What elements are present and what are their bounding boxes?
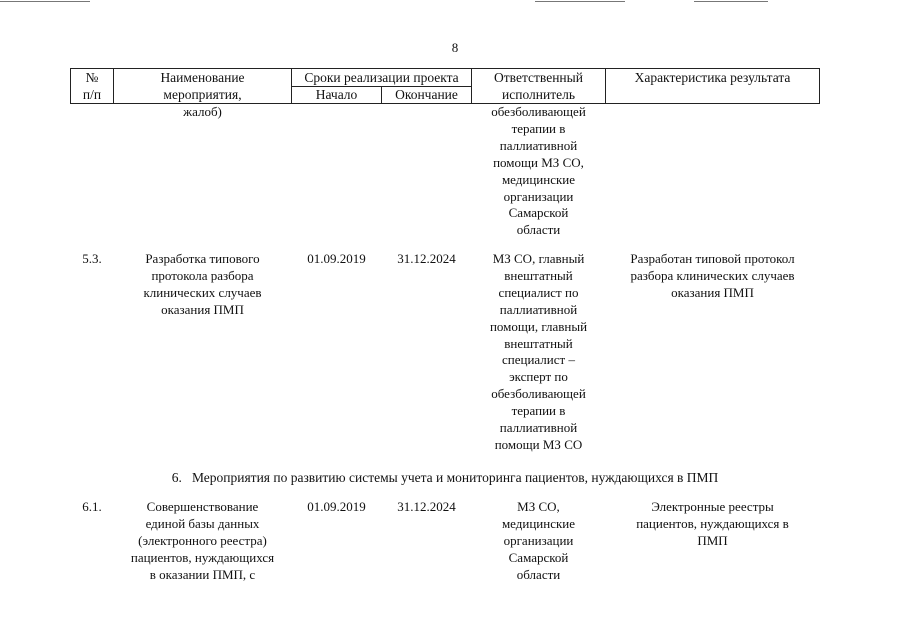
row-start-date: 01.09.2019: [307, 499, 366, 514]
page-number: 8: [451, 40, 459, 55]
scan-artifact: [535, 1, 625, 2]
header-end: Окончание: [395, 87, 458, 102]
row-number: 6.1.: [82, 499, 102, 514]
row-number: 5.3.: [82, 251, 102, 266]
row-result: Электронные реестры пациентов, нуждающихся в ПМП: [636, 499, 789, 548]
scan-artifact: [694, 1, 768, 2]
continuation-name: жалоб): [183, 104, 222, 119]
row-responsible: МЗ СО, главный внештатный специалист по паллиативной помощи, главный внештатный специалист – эксперт по обезболивающей терапии в паллиативной помощи МЗ СО: [489, 251, 588, 452]
row-name: Разработка типового протокола разбора клинических случаев оказания ПМП: [143, 251, 262, 317]
header-name: Наименование: [160, 70, 245, 85]
row-end-date: 31.12.2024: [397, 499, 456, 514]
continuation-responsible: обезболивающей терапии в паллиативной помощи МЗ СО, медицинские организации Самарской области: [491, 104, 586, 238]
row-name: Совершенствование единой базы данных (электронного реестра) пациентов, нуждающихся в оказании ПМП, с: [130, 499, 275, 582]
row-result: Разработан типовой протокол разбора клинических случаев оказания ПМП: [630, 251, 795, 300]
row-start-date: 01.09.2019: [307, 251, 366, 266]
row-end-date: 31.12.2024: [397, 251, 456, 266]
header-start: Начало: [315, 87, 358, 102]
header-name-sub: мероприятия,: [163, 87, 242, 102]
section-heading: 6. Мероприятия по развитию системы учета и мониторинга пациентов, нуждающихся в ПМП: [171, 470, 719, 485]
header-responsible: Ответственный: [494, 70, 583, 85]
row-responsible: МЗ СО, медицинские организации Самарской области: [501, 499, 576, 582]
scan-artifact: [0, 1, 90, 2]
header-num-sub: п/п: [82, 87, 102, 102]
header-responsible-sub: исполнитель: [502, 87, 575, 102]
header-num: №: [85, 70, 99, 85]
header-result: Характеристика результата: [634, 70, 791, 85]
header-period: Сроки реализации проекта: [304, 70, 459, 85]
